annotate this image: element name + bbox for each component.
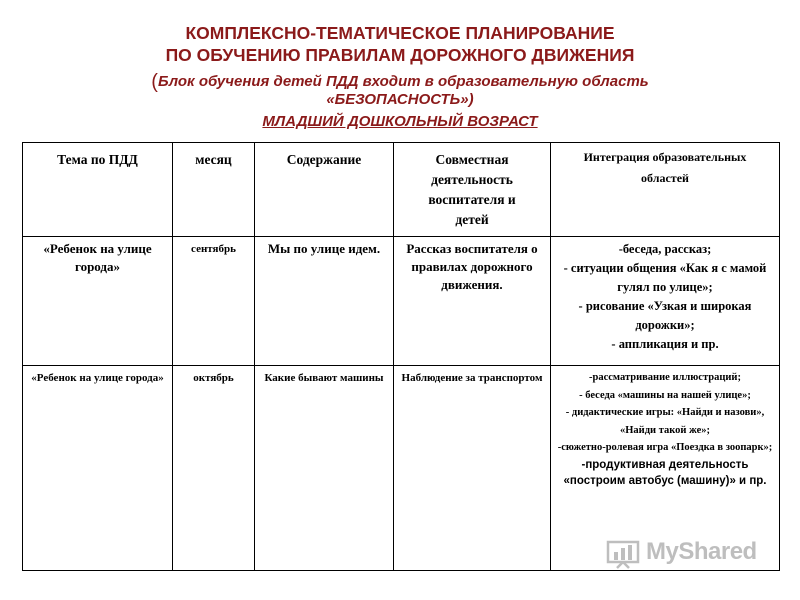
subtitle-note [0, 73, 800, 108]
header-joint-line-1: Совместная [435, 152, 509, 167]
row1-joint-activity: Рассказ воспитателя о правилах дорожного движения. [394, 237, 551, 366]
header-topic: Тема по ПДД [23, 143, 173, 237]
row1-topic: «Ребенок на улице города» [23, 237, 173, 366]
row1-month: сентябрь [173, 237, 255, 366]
subtitle-paren: ( [151, 71, 158, 93]
title-line-2: ПО ОБУЧЕНИЮ ПРАВИЛАМ ДОРОЖНОГО ДВИЖЕНИЯ [165, 45, 635, 65]
row1-integration-item: - аппликация и пр. [611, 337, 719, 351]
header-month: месяц [173, 143, 255, 237]
row1-content: Мы по улице идем. [255, 237, 394, 366]
header-content: Содержание [255, 143, 394, 237]
title-line-1: КОМПЛЕКСНО-ТЕМАТИЧЕСКОЕ ПЛАНИРОВАНИЕ [185, 23, 615, 43]
subtitle-line-1: Блок обучения детей ПДД входит в образовательную область [157, 73, 649, 90]
row2-integration-item: -рассматривание иллюстраций; [589, 372, 741, 383]
subtitle-line-2: «БЕЗОПАСНОСТЬ») [326, 91, 474, 108]
row1-integration-item: - ситуации общения «Как я с мамой гулял по улице»; [563, 261, 767, 294]
header-integration-line-2: областей [641, 171, 689, 185]
row2-topic: «Ребенок на улице города» [23, 366, 173, 571]
header-joint-activity [394, 143, 551, 237]
header-integration [551, 143, 780, 237]
row1-integration-item: -беседа, рассказ; [618, 242, 712, 256]
header-joint-line-4: детей [455, 212, 489, 227]
row2-integration-item: - дидактические игры: «Найди и назови», «Найди такой же»; [565, 407, 765, 436]
row2-integration-item: - беседа «машины на нашей улице»; [579, 389, 751, 401]
row2-integration-item: -сюжетно-ролевая игра «Поездка в зоопарк»; [557, 442, 773, 453]
row1-integration-item: - рисование «Узкая и широкая дорожки»; [578, 299, 752, 332]
header-joint-line-2: деятельность [431, 172, 513, 187]
watermark [606, 537, 766, 571]
row2-joint-activity: Наблюдение за транспортом [394, 366, 551, 571]
age-group-heading: МЛАДШИЙ ДОШКОЛЬНЫЙ ВОЗРАСТ [262, 113, 538, 130]
table-row [23, 237, 780, 366]
page-title [0, 22, 800, 66]
watermark-text: MyShared [646, 538, 757, 565]
planning-table [22, 142, 780, 571]
header-row [23, 143, 780, 237]
header-integration-line-1: Интеграция образовательных [583, 150, 747, 164]
header-joint-line-3: воспитателя и [428, 192, 516, 207]
row1-integration [551, 237, 780, 366]
row2-month: октябрь [173, 366, 255, 571]
row2-integration-item: -продуктивная деятельность «построим автобус (машину)» и пр. [563, 458, 767, 487]
row2-content: Какие бывают машины [255, 366, 394, 571]
presentation-chart-icon [606, 539, 640, 569]
